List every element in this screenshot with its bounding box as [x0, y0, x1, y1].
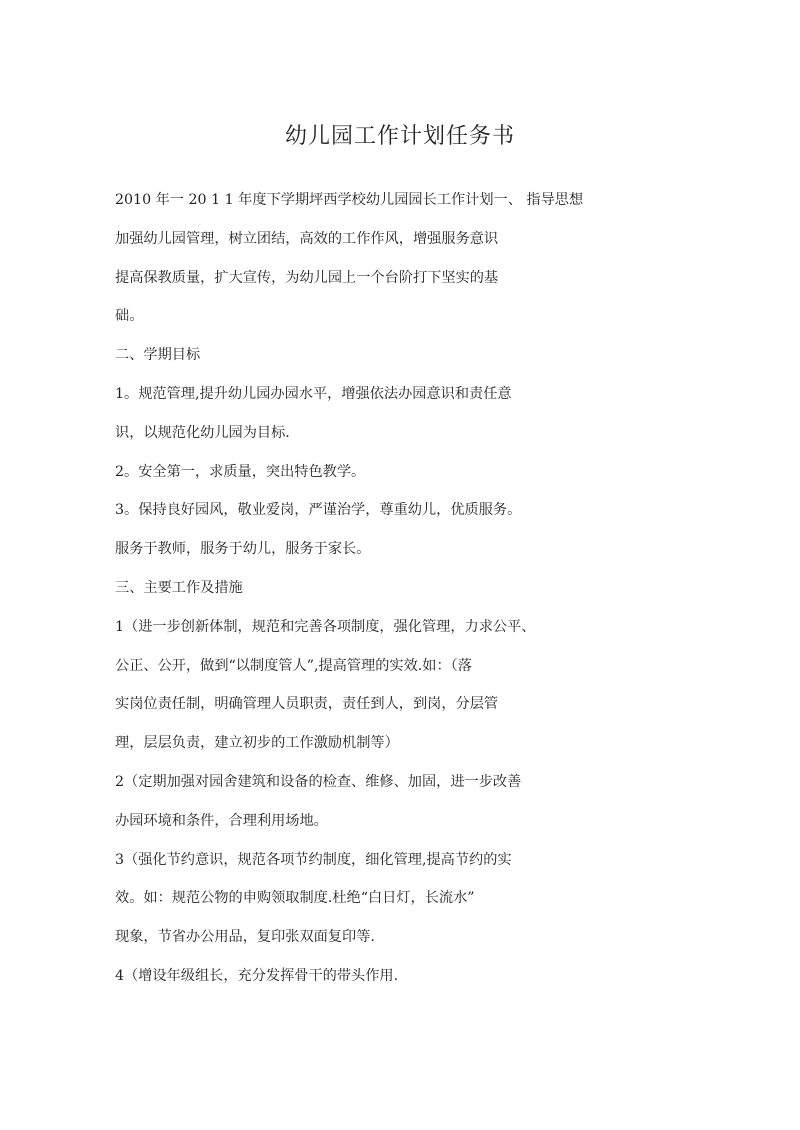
section-heading: 三、主要工作及措施 [115, 579, 243, 596]
text-line: 1（进一步创新体制，规范和完善各项制度，强化管理，力求公平、 [115, 618, 536, 635]
text-line: 识，以规范化幼儿园为目标. [115, 424, 290, 441]
text-line: 实岗位责任制，明确管理人员职责，责任到人，到岗，分层管 [115, 696, 499, 713]
text-line: 效。如：规范公物的申购领取制度.杜绝“白日灯，长流水” [115, 890, 475, 907]
text-line: 2（定期加强对园舍建筑和设备的检查、维修、加固，进一步改善 [115, 773, 522, 790]
section-heading: 二、学期目标 [115, 347, 201, 364]
text-line: 服务于教师，服务于幼儿，服务于家长。 [115, 541, 371, 558]
document-title: 幼儿园工作计划任务书 [284, 124, 515, 149]
text-line: 提高保教质量，扩大宣传，为幼儿园上一个台阶打下坚实的基 [115, 269, 499, 286]
text-line: 办园环境和条件，合理利用场地。 [115, 812, 328, 829]
text-line: 4（增设年级组长，充分发挥骨干的带头作用. [115, 967, 399, 984]
text-line: 3（强化节约意识，规范各项节约制度，细化管理,提高节约的实 [115, 851, 512, 868]
text-line: 公正、公开，做到“以制度管人”,提高管理的实效.如：（落 [115, 657, 472, 674]
text-line: 2010 年一 20 1 1 年度下学期坪西学校幼儿园园长工作计划一、 指导思想 [115, 192, 584, 208]
text-line: 理，层层负责，建立初步的工作激励机制等） [115, 735, 399, 752]
text-line: 1。规范管理,提升幼儿园办园水平，增强依法办园意识和责任意 [115, 385, 512, 402]
text-line: 3。保持良好园风，敬业爱岗，严谨治学，尊重幼儿，优质服务。 [115, 502, 522, 519]
text-line: 现象，节省办公用品，复印张双面复印等. [115, 929, 375, 946]
text-line: 加强幼儿园管理，树立团结，高效的工作作风，增强服务意识 [115, 230, 499, 247]
text-line: 础。 [115, 308, 144, 325]
document-body [115, 188, 735, 1003]
text-line: 2。安全第一，求质量，突出特色教学。 [115, 463, 366, 480]
